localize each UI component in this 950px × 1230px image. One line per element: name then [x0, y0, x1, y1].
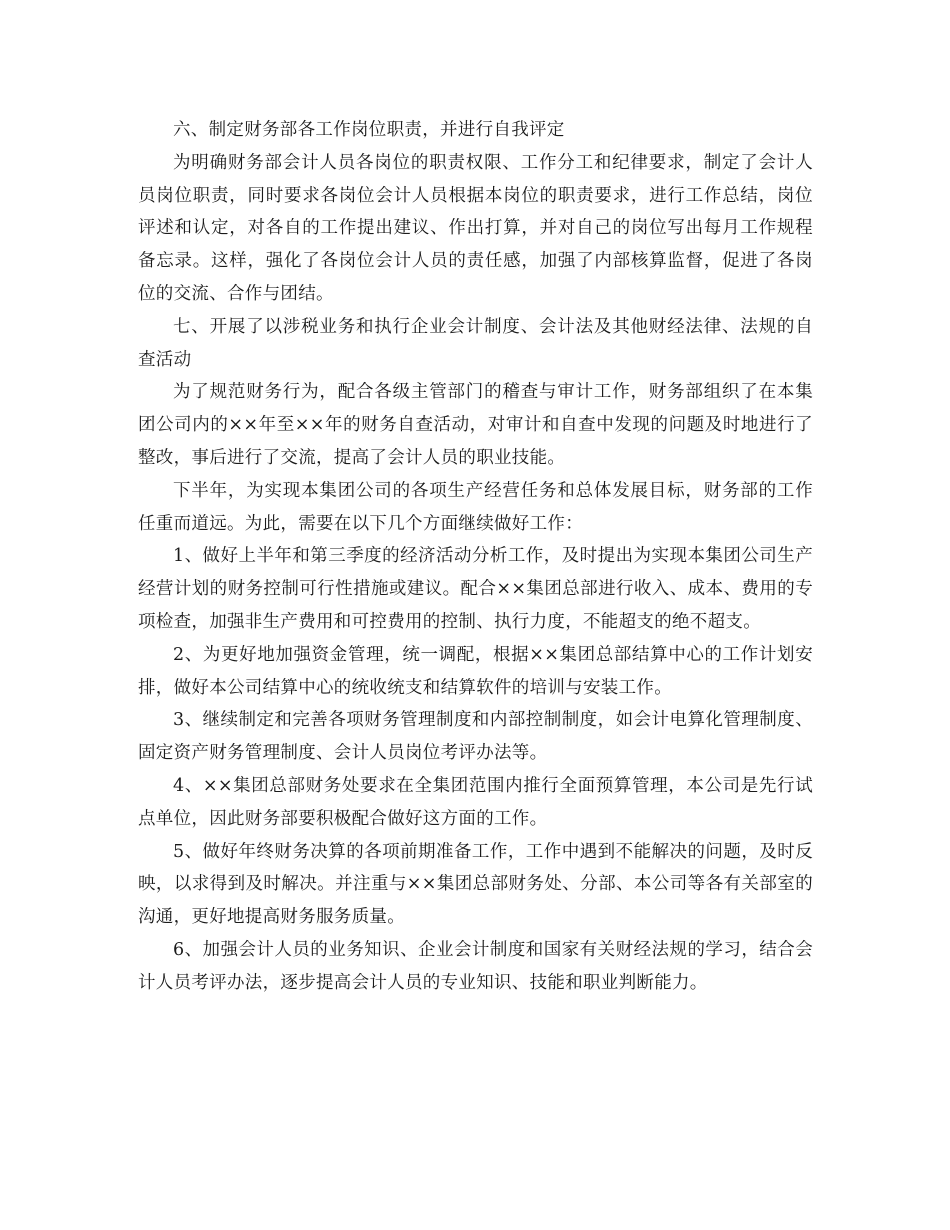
body-paragraph: 下半年，为实现本集团公司的各项生产经营任务和总体发展目标，财务部的工作任重而道远。为此，需要在以下几个方面继续做好工作：: [138, 480, 813, 534]
list-item: 4、××集团总部财务处要求在全集团范围内推行全面预算管理，本公司是先行试点单位，因此财务部要积极配合做好这方面的工作。: [138, 775, 813, 829]
section-heading-6: 六、制定财务部各工作岗位职责，并进行自我评定: [173, 120, 565, 140]
list-item: 1、做好上半年和第三季度的经济活动分析工作，及时提出为实现本集团公司生产经营计划的财务控制可行性措施或建议。配合××集团总部进行收入、成本、费用的专项检查，加强非生产费用和可控费用的控制、执行力度，不能超支的绝不超支。: [138, 546, 813, 632]
list-item: 5、做好年终财务决算的各项前期准备工作，工作中遇到不能解决的问题，及时反映，以求得到及时解决。并注重与××集团总部财务处、分部、本公司等各有关部室的沟通，更好地提高财务服务质量。: [138, 841, 813, 928]
list-item: 2、为更好地加强资金管理，统一调配，根据××集团总部结算中心的工作计划安排，做好本公司结算中心的统收统支和结算软件的培训与安装工作。: [138, 644, 813, 698]
document-body: [138, 114, 813, 1000]
body-paragraph: 为明确财务部会计人员各岗位的职责权限、工作分工和纪律要求，制定了会计人员岗位职责，同时要求各岗位会计人员根据本岗位的职责要求，进行工作总结，岗位评述和认定，对各自的工作提出建议、作出打算，并对自己的岗位写出每月工作规程备忘录。这样，强化了各岗位会计人员的责任感，加强了内部核算监督，促进了各岗位的交流、合作与团结。: [138, 152, 813, 304]
section-heading-7: 七、开展了以涉税业务和执行企业会计制度、会计法及其他财经法律、法规的自查活动: [138, 316, 813, 370]
list-item: 6、加强会计人员的业务知识、企业会计制度和国家有关财经法规的学习，结合会计人员考评办法，逐步提高会计人员的专业知识、技能和职业判断能力。: [138, 939, 813, 993]
list-item: 3、继续制定和完善各项财务管理制度和内部控制制度，如会计电算化管理制度、固定资产财务管理制度、会计人员岗位考评办法等。: [138, 710, 813, 764]
body-paragraph: 为了规范财务行为，配合各级主管部门的稽查与审计工作，财务部组织了在本集团公司内的××年至××年的财务自查活动，对审计和自查中发现的问题及时地进行了整改，事后进行了交流，提高了会计人员的职业技能。: [138, 382, 813, 468]
